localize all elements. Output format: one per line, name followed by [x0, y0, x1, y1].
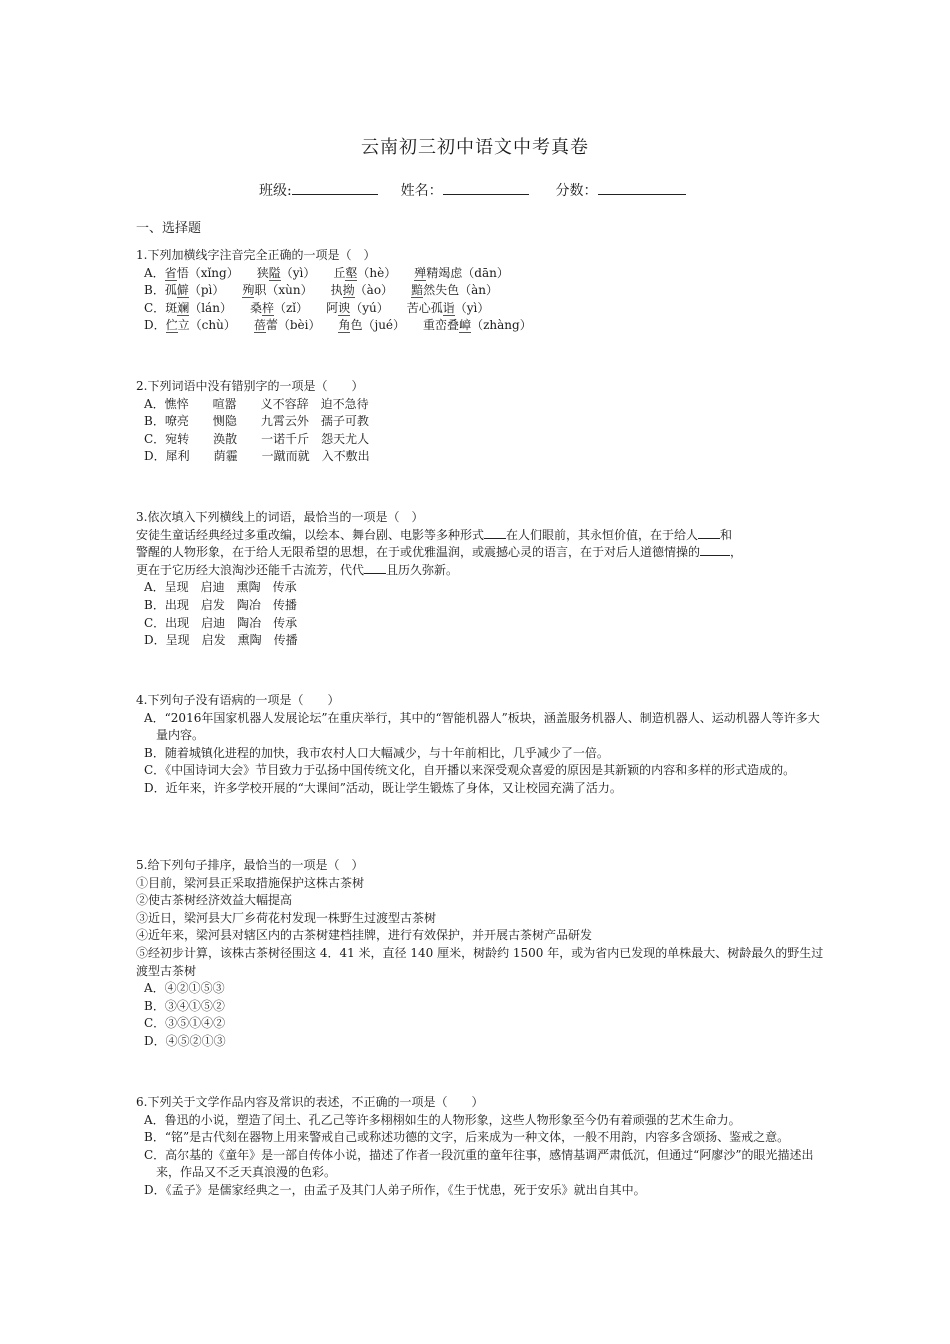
option-d[interactable]: D．《孟子》是儒家经典之一，由孟子及其门人弟子所作，《生于忧患，死于安乐》就出自其中。 [144, 1182, 646, 1197]
class-blank[interactable] [292, 180, 378, 195]
name-label: 姓名： [400, 183, 443, 199]
question-5 [136, 857, 826, 1051]
option-b[interactable]: B．出现 启发 陶冶 传播 [144, 597, 297, 612]
sentence-5: ⑤经初步计算，该株古茶树径围这 4．41 米，直径 140 厘米，树龄约 1500 年，或为省内已发现的单株最大、树龄最久的野生过渡型古茶树 [136, 945, 824, 978]
option-c[interactable]: C．斑斓（lán） 桑梓（zǐ） 阿谀（yú） 苦心孤诣（yì） [144, 300, 490, 315]
option-d[interactable]: D．近年来，许多学校开展的“大课间”活动，既让学生锻炼了身体，又让校园充满了活力。 [144, 780, 622, 795]
passage-line-3: 更在于它历经大浪淘沙还能千古流芳，代代 且历久弥新。 [136, 562, 459, 577]
class-label: 班级: [259, 183, 292, 199]
option-c[interactable]: C．高尔基的《童年》是一部自传体小说，描述了作者一段沉重的童年往事，感情基调严肃低沉，但通过“阿廖沙”的眼光描述出来，作品又不乏天真浪漫的色彩。 [144, 1147, 814, 1180]
option-c[interactable]: C．宛转 涣散 一诺千斤 怨天尤人 [144, 431, 370, 446]
option-a[interactable]: A．省悟（xǐng） 狭隘（yì） 丘壑（hè） 殚精竭虑（dān） [144, 265, 509, 280]
option-b[interactable]: B．③④①⑤② [144, 998, 225, 1013]
option-c[interactable]: C．《中国诗词大会》节目致力于弘扬中国传统文化，自开播以来深受观众喜爱的原因是其新颖的内容和多样的形式造成的。 [144, 763, 796, 778]
name-blank[interactable] [443, 180, 529, 195]
blank-3[interactable] [700, 544, 730, 556]
sentence-3: ③近日，梁河县大厂乡荷花村发现一株野生过渡型古茶树 [136, 910, 437, 925]
question-stem: 3.依次填入下列横线上的词语，最恰当的一项是（ ） [136, 510, 424, 524]
option-d[interactable]: D．犀利 荫霾 一蹴而就 入不敷出 [144, 449, 370, 464]
student-info-line [259, 180, 686, 200]
question-stem: 2.下列词语中没有错别字的一项是（ ） [136, 379, 364, 393]
option-b[interactable]: B．孤僻（pì） 殉职（xùn） 执拗（ào） 黯然失色（àn） [144, 283, 498, 298]
option-d[interactable]: D．呈现 启发 熏陶 传播 [144, 633, 298, 648]
section-heading: 一、选择题 [136, 221, 202, 236]
question-4 [136, 692, 826, 798]
option-a[interactable]: A．呈现 启迪 熏陶 传承 [144, 580, 297, 595]
option-a[interactable]: A．“2016年国家机器人发展论坛”在重庆举行，其中的“智能机器人”板块，涵盖服务机器人、制造机器人、运动机器人等许多大量内容。 [144, 710, 820, 743]
passage-line-2: 警醒的人物形象，在于给人无限希望的思想，在于或优雅温润，或震撼心灵的语言，在于对后人道德情操的 ， [136, 545, 743, 560]
option-b[interactable]: B．随着城镇化进程的加快，我市农村人口大幅减少，与十年前相比，几乎减少了一倍。 [144, 745, 609, 760]
sentence-4: ④近年来，梁河县对辖区内的古茶树建档挂牌，进行有效保护，并开展古茶树产品研发 [136, 928, 593, 943]
passage-line-1: 安徒生童话经典经过多重改编，以绘本、舞台剧、电影等多种形式 在人们眼前，其永恒价值，在于给人 和 [136, 527, 733, 542]
blank-4[interactable] [364, 562, 386, 574]
option-a[interactable]: A．鲁迅的小说，塑造了闰土、孔乙己等许多栩栩如生的人物形象，这些人物形象至今仍有着顽强的艺术生命力。 [144, 1112, 741, 1127]
option-d[interactable]: D．伫立（chù） 蓓蕾（bèi） 角色（jué） 重峦叠嶂（zhàng） [144, 318, 532, 333]
option-c[interactable]: C．③⑤①④② [144, 1016, 226, 1031]
option-d[interactable]: D．④⑤②①③ [144, 1033, 226, 1048]
question-stem: 5.给下列句子排序，最恰当的一项是（ ） [136, 858, 364, 872]
option-a[interactable]: A．④②①⑤③ [144, 981, 225, 996]
option-b[interactable]: B．“铭”是古代刻在器物上用来警戒自己或称述功德的文字，后来成为一种文体，一般不用韵，内容多含颂扬、鉴戒之意。 [144, 1130, 790, 1145]
question-1 [136, 247, 826, 335]
score-blank[interactable] [598, 180, 686, 195]
sentence-2: ②使古茶树经济效益大幅提高 [136, 893, 293, 908]
question-2 [136, 378, 826, 466]
question-stem: 6.下列关于文学作品内容及常识的表述，不正确的一项是（ ） [136, 1095, 484, 1109]
sentence-1: ①目前，梁河县正采取措施保护这株古茶树 [136, 875, 365, 890]
question-3 [136, 509, 826, 650]
question-6 [136, 1094, 826, 1200]
score-label: 分数： [555, 183, 598, 199]
blank-2[interactable] [698, 527, 720, 539]
question-stem: 1.下列加横线字注音完全正确的一项是（ ） [136, 248, 376, 262]
option-c[interactable]: C．出现 启迪 陶冶 传承 [144, 615, 298, 630]
question-stem: 4.下列句子没有语病的一项是（ ） [136, 693, 340, 707]
page-title: 云南初三初中语文中考真卷 [361, 137, 589, 158]
option-a[interactable]: A．憔悴 喧嚣 义不容辞 迫不急待 [144, 396, 369, 411]
blank-1[interactable] [484, 527, 506, 539]
option-b[interactable]: B．嘹亮 恻隐 九霄云外 孺子可教 [144, 414, 369, 429]
